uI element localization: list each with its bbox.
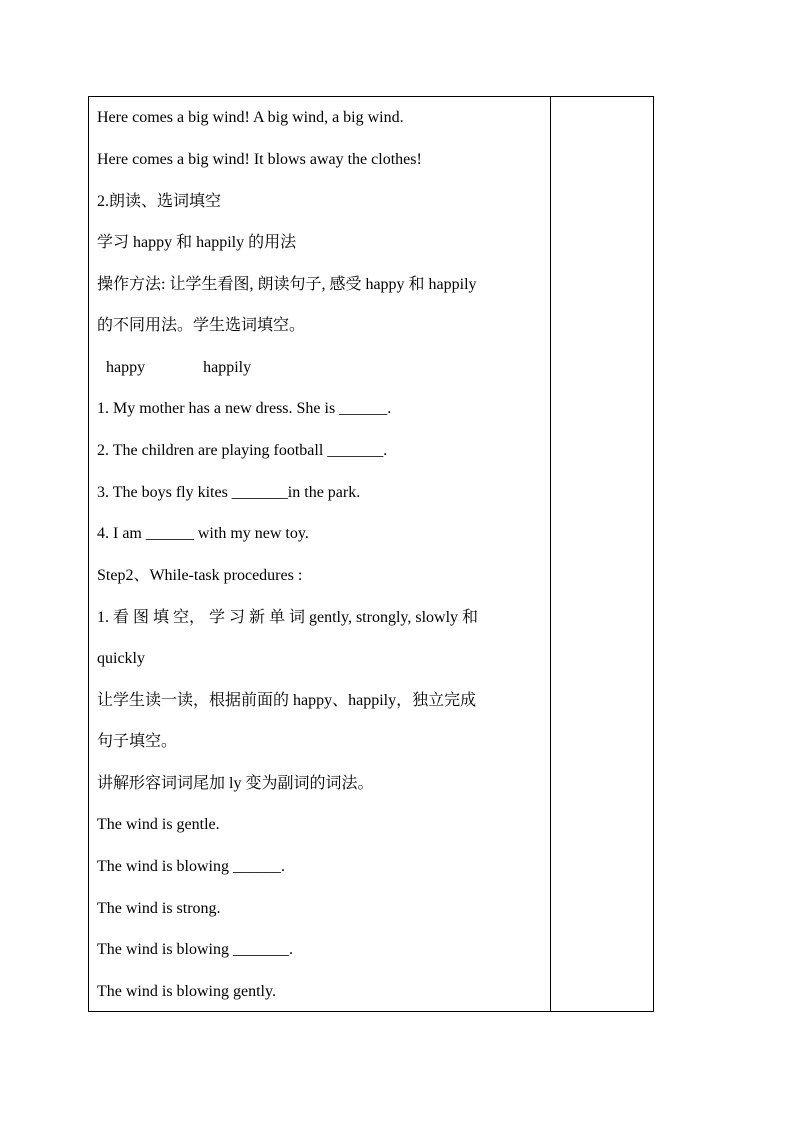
- example-sentence: The wind is gentle.: [97, 816, 220, 833]
- example-sentence: The wind is blowing gently.: [97, 983, 276, 1000]
- exercise-item: 1. My mother has a new dress. She is ______.: [97, 400, 392, 417]
- exercise-item: 4. I am ______ with my new toy.: [97, 525, 309, 542]
- section-heading: Step2、While-task procedures :: [97, 567, 303, 584]
- example-sentence: The wind is blowing _______.: [97, 941, 293, 958]
- text-line: quickly: [97, 650, 145, 667]
- word-option: happy: [106, 359, 146, 376]
- exercise-item: 2. The children are playing football _______.: [97, 442, 388, 459]
- text-line: Here comes a big wind! It blows away the clothes!: [97, 151, 422, 168]
- text-line: 讲解形容词词尾加 ly 变为副词的词法。: [97, 775, 374, 792]
- text-line: 的不同用法。学生选词填空。: [97, 317, 306, 334]
- text-line: 让学生读一读，根据前面的 happy、happily，独立完成: [97, 692, 477, 709]
- word-options: [106, 358, 544, 378]
- text-line: 1. 看 图 填 空， 学 习 新 单 词 gently, strongly, slowly 和: [97, 609, 479, 626]
- notes-cell: [551, 97, 653, 1011]
- text-line: Here comes a big wind! A big wind, a big wind.: [97, 109, 404, 126]
- section-heading: 2.朗读、选词填空: [97, 193, 222, 210]
- exercise-item: 3. The boys fly kites _______in the park.: [97, 484, 361, 501]
- word-option: happily: [203, 359, 252, 376]
- text-line: 句子填空。: [97, 733, 178, 750]
- text-line: 操作方法: 让学生看图, 朗读句子, 感受 happy 和 happily: [97, 276, 477, 293]
- lesson-content-cell: [89, 97, 551, 1011]
- text-line: 学习 happy 和 happily 的用法: [97, 234, 297, 251]
- example-sentence: The wind is strong.: [97, 900, 221, 917]
- lesson-table: [88, 96, 654, 1012]
- example-sentence: The wind is blowing ______.: [97, 858, 285, 875]
